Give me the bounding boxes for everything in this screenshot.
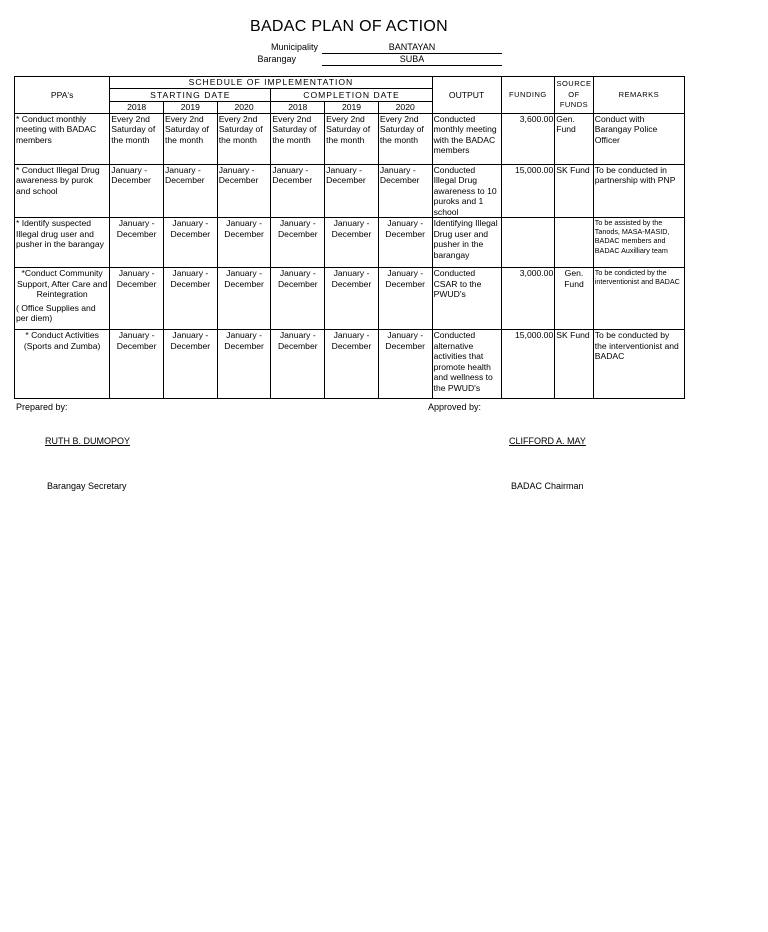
funding-cell: 3,000.00: [501, 268, 555, 330]
barangay-label: Barangay: [257, 54, 296, 64]
date-cell: Every 2nd Saturday of the month: [163, 113, 217, 164]
year-header: 2020: [378, 102, 432, 114]
ppa-cell: * Conduct monthly meeting with BADAC members: [15, 113, 110, 164]
source-cell: Gen. Fund: [555, 268, 594, 330]
completion-date-header: COMPLETION DATE: [271, 89, 432, 102]
date-cell: January - December: [271, 268, 325, 330]
approver-title: BADAC Chairman: [511, 481, 584, 491]
date-cell: January - December: [325, 218, 379, 268]
date-cell: Every 2nd Saturday of the month: [271, 113, 325, 164]
output-cell: Conducted alternative activities that promote health and wellness to the PWUD's: [432, 330, 501, 399]
date-cell: January - December: [110, 268, 164, 330]
remarks-cell: To be conducted by the interventionist and BADAC: [593, 330, 684, 399]
municipality-label: Municipality: [270, 42, 318, 52]
date-cell: January - December: [110, 330, 164, 399]
prepared-by-label: Prepared by:: [16, 402, 68, 412]
output-cell: Conducted CSAR to the PWUD's: [432, 268, 501, 330]
starting-date-header: STARTING DATE: [110, 89, 271, 102]
date-cell: January - December: [378, 330, 432, 399]
date-cell: January - December: [217, 164, 271, 218]
date-cell: January - December: [217, 218, 271, 268]
date-cell: January - December: [325, 164, 379, 218]
year-header: 2019: [163, 102, 217, 114]
date-cell: January - December: [325, 268, 379, 330]
date-cell: January - December: [271, 330, 325, 399]
source-cell: Gen. Fund: [555, 113, 594, 164]
year-header: 2019: [325, 102, 379, 114]
date-cell: January - December: [163, 268, 217, 330]
ppa-cell: [15, 268, 110, 330]
remarks-cell: To be assisted by the Tanods, MASA-MASID, BADAC members and BADAC Auxilliary team: [593, 218, 684, 268]
preparer-name: RUTH B. DUMOPOY: [45, 436, 131, 446]
funding-header: FUNDING: [501, 77, 555, 114]
source-header: SOURCE OF FUNDS: [555, 77, 594, 114]
output-cell: Identifying Illegal Drug user and pusher in the barangay: [432, 218, 501, 268]
date-cell: January - December: [110, 164, 164, 218]
remarks-header: REMARKS: [593, 77, 684, 114]
plan-table: [14, 76, 685, 399]
source-cell: SK Fund: [555, 330, 594, 399]
funding-cell: 3,600.00: [501, 113, 555, 164]
municipality-value: BANTAYAN: [322, 42, 502, 54]
approved-by-label: Approved by:: [428, 402, 482, 412]
date-cell: January - December: [110, 218, 164, 268]
ppa-text: *Conduct Community Support, After Care and Reintegration: [16, 268, 108, 299]
date-cell: January - December: [378, 164, 432, 218]
remarks-cell: To be conducted in partnership with PNP: [593, 164, 684, 218]
year-header: 2018: [271, 102, 325, 114]
output-cell: Conducted Illegal Drug awareness to 10 puroks and 1 school: [432, 164, 501, 218]
table-row: [15, 164, 685, 218]
date-cell: January - December: [271, 164, 325, 218]
table-row: [15, 330, 685, 399]
date-cell: January - December: [163, 330, 217, 399]
date-cell: January - December: [378, 268, 432, 330]
funding-cell: 15,000.00: [501, 330, 555, 399]
barangay-value: SUBA: [322, 54, 502, 66]
source-cell: SK Fund: [555, 164, 594, 218]
date-cell: Every 2nd Saturday of the month: [217, 113, 271, 164]
year-header: 2018: [110, 102, 164, 114]
funding-cell: [501, 218, 555, 268]
ppa-cell: * Conduct Activities (Sports and Zumba): [15, 330, 110, 399]
date-cell: Every 2nd Saturday of the month: [110, 113, 164, 164]
date-cell: January - December: [217, 330, 271, 399]
ppa-cell: * Identify suspected Illegal drug user and pusher in the barangay: [15, 218, 110, 268]
date-cell: Every 2nd Saturday of the month: [325, 113, 379, 164]
approver-name: CLIFFORD A. MAY: [509, 436, 586, 446]
remarks-cell: To be condicted by the interventionist and BADAC: [593, 268, 684, 330]
ppa-note: ( Office Supplies and per diem): [16, 302, 96, 323]
date-cell: January - December: [271, 218, 325, 268]
schedule-header: SCHEDULE OF IMPLEMENTATION: [110, 77, 432, 89]
output-cell: Conducted monthly meeting with the BADAC members: [432, 113, 501, 164]
output-header: OUTPUT: [432, 77, 501, 114]
date-cell: January - December: [378, 218, 432, 268]
date-cell: Every 2nd Saturday of the month: [378, 113, 432, 164]
funding-cell: 15,000.00: [501, 164, 555, 218]
preparer-title: Barangay Secretary: [47, 481, 127, 491]
table-row: [15, 113, 685, 164]
table-row: [15, 218, 685, 268]
date-cell: January - December: [163, 218, 217, 268]
ppas-header: PPA's: [15, 77, 110, 114]
source-cell: [555, 218, 594, 268]
page-title: BADAC PLAN OF ACTION: [249, 18, 449, 35]
year-header: 2020: [217, 102, 271, 114]
date-cell: January - December: [217, 268, 271, 330]
date-cell: January - December: [325, 330, 379, 399]
table-row: [15, 268, 685, 330]
remarks-cell: Conduct with Barangay Police Officer: [593, 113, 684, 164]
ppa-cell: * Conduct Illegal Drug awareness by purok and school: [15, 164, 110, 218]
date-cell: January - December: [163, 164, 217, 218]
